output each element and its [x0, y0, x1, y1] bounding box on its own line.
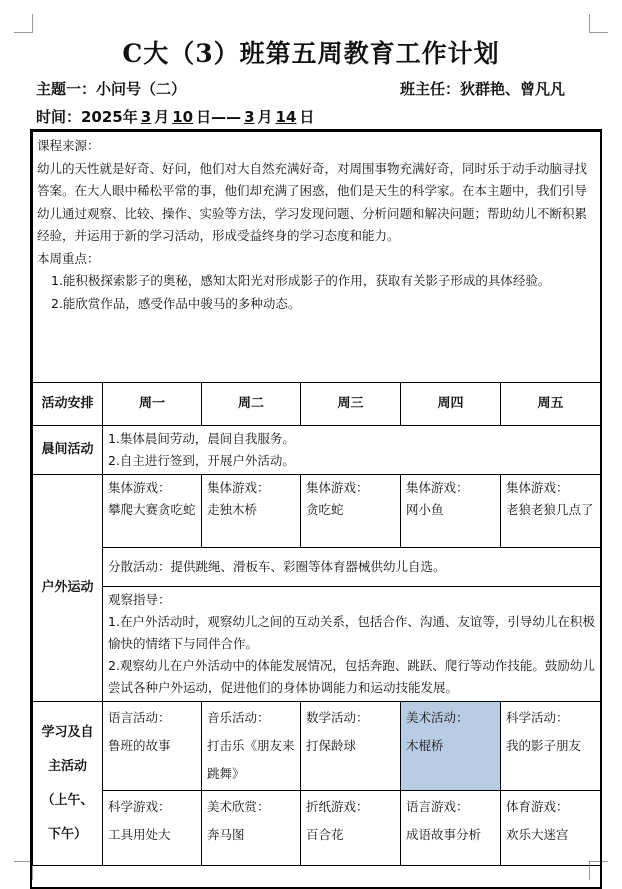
morning-item: 2.自主进行签到，开展户外活动。 — [108, 453, 295, 468]
learning-label-line: （上午、 — [41, 792, 94, 808]
outdoor-game-tue — [202, 475, 301, 548]
activity-name: 鲁班的故事 — [108, 738, 171, 753]
end-month: 3 — [244, 108, 255, 126]
activity-name: 打击乐《朋友来跳舞》 — [207, 738, 295, 781]
source-label: 课程来源： — [37, 138, 100, 153]
activity-category: 语言游戏： — [406, 799, 469, 814]
learning-label — [33, 702, 103, 866]
crop-mark-top-right — [589, 14, 608, 33]
plan-table — [32, 131, 601, 866]
observe-item: 1.在户外活动时，观察幼儿之间的互动关系，包括合作、沟通、友谊等，引导幼儿在积极愉快的情绪下与同伴合作。 — [108, 614, 595, 651]
activity-category: 语言活动： — [108, 710, 171, 725]
outdoor-game-fri — [501, 475, 601, 548]
game-name: 老狼老狼几点了 — [506, 502, 594, 517]
day-header-wed: 周三 — [301, 383, 401, 426]
schedule-header-label: 活动安排 — [33, 383, 103, 426]
focus-label: 本周重点： — [37, 250, 100, 266]
month-char: 月 — [257, 108, 273, 126]
activity-category: 科学游戏： — [108, 799, 171, 814]
activity-name: 奔马图 — [207, 827, 245, 842]
game-category: 集体游戏： — [406, 480, 469, 495]
learning-label-line: 下午） — [47, 826, 87, 842]
outdoor-free-activity: 分散活动：提供跳绳、滑板车、彩圈等体育器械供幼儿自选。 — [103, 548, 601, 587]
start-day: 10 — [172, 108, 194, 126]
teacher-line: 班主任：狄群艳、曾凡凡 — [400, 80, 566, 98]
activity-category: 体育游戏： — [506, 799, 569, 814]
outdoor-label: 户外运动 — [33, 475, 103, 702]
game-category: 集体游戏： — [108, 480, 171, 495]
source-text: 幼儿的天性就是好奇、好问，他们对大自然充满好奇，对周围事物充满好奇，同时乐于动手动脑寻找答案。在大人眼中稀松平常的事，他们却充满了困惑，他们是天生的科学家。在本主题中，我们引导幼儿通过观察、比较、操作、实验等方法，学习发现问题、分析问题和解决问题；帮助幼儿不断积累经验，并运用于新的学习活动，形成受益终身的学习态度和能力。 — [37, 160, 588, 243]
day-header-thu: 周四 — [401, 383, 501, 426]
day-header-tue: 周二 — [202, 383, 301, 426]
game-category: 集体游戏： — [506, 480, 569, 495]
learning-pm-thu — [401, 791, 501, 866]
activity-name: 成语故事分析 — [406, 827, 482, 842]
observation-cell — [103, 587, 601, 702]
start-month: 3 — [140, 108, 152, 126]
activity-name: 打保龄球 — [306, 738, 357, 753]
learning-am-wed — [301, 702, 401, 791]
morning-cell — [103, 426, 601, 475]
learning-pm-mon — [103, 791, 202, 866]
observe-item: 2.观察幼儿在户外活动中的体能发展情况，包括奔跑、跳跃、爬行等动作技能。鼓励幼儿尝试各种户外运动，促进他们的身体协调能力和运动技能发展。 — [108, 658, 595, 695]
outdoor-game-thu — [401, 475, 501, 548]
intro-cell — [33, 132, 601, 383]
day-header-mon: 周一 — [103, 383, 202, 426]
activity-category: 音乐活动： — [207, 710, 270, 725]
activity-name: 百合花 — [306, 827, 344, 842]
game-name: 贪吃蛇 — [306, 502, 344, 517]
activity-name: 欢乐大迷宫 — [506, 827, 569, 842]
end-day: 14 — [275, 108, 297, 126]
activity-category: 数学活动： — [306, 710, 369, 725]
theme-line: 主题一：小问号（二） — [36, 80, 187, 98]
morning-item: 1.集体晨间劳动，晨间自我服务。 — [108, 431, 295, 446]
page-title: C大（3）班第五周教育工作计划 — [122, 39, 500, 68]
plan-table-frame — [30, 129, 602, 889]
activity-name: 工具用处大 — [108, 827, 171, 842]
focus-item: 2.能欣赏作品，感受作品中骏马的多种动态。 — [51, 295, 301, 311]
outdoor-game-mon — [103, 475, 202, 548]
focus-item: 1.能积极探索影子的奥秘，感知太阳光对形成影子的作用，获取有关影子形成的具体经验。 — [51, 273, 551, 288]
day-header-fri: 周五 — [501, 383, 601, 426]
activity-category: 美术活动： — [406, 710, 469, 725]
morning-label: 晨间活动 — [33, 426, 103, 475]
learning-am-fri — [501, 702, 601, 791]
activity-name: 木棍桥 — [406, 738, 444, 753]
game-name: 攀爬大赛贪吃蛇 — [108, 502, 196, 517]
learning-label-line: 主活动 — [47, 758, 87, 774]
activity-category: 科学活动： — [506, 710, 569, 725]
game-category: 集体游戏： — [306, 480, 369, 495]
day-dash: 日—— — [196, 108, 242, 126]
activity-category: 折纸游戏： — [306, 799, 369, 814]
learning-am-thu — [401, 702, 501, 791]
outdoor-game-wed — [301, 475, 401, 548]
learning-am-tue — [202, 702, 301, 791]
crop-mark-top-left — [14, 14, 33, 33]
time-prefix: 时间：2025年 — [36, 108, 138, 126]
game-name: 走独木桥 — [207, 502, 258, 517]
activity-name: 我的影子朋友 — [506, 738, 582, 753]
game-category: 集体游戏： — [207, 480, 270, 495]
time-line — [36, 106, 314, 127]
day-char: 日 — [299, 108, 315, 126]
month-char: 月 — [154, 108, 170, 126]
game-name: 网小鱼 — [406, 502, 444, 517]
observe-label: 观察指导： — [108, 592, 171, 607]
activity-category: 美术欣赏： — [207, 799, 270, 814]
learning-label-line: 学习及自 — [41, 724, 94, 740]
learning-am-mon — [103, 702, 202, 791]
learning-pm-fri — [501, 791, 601, 866]
learning-pm-tue — [202, 791, 301, 866]
learning-pm-wed — [301, 791, 401, 866]
